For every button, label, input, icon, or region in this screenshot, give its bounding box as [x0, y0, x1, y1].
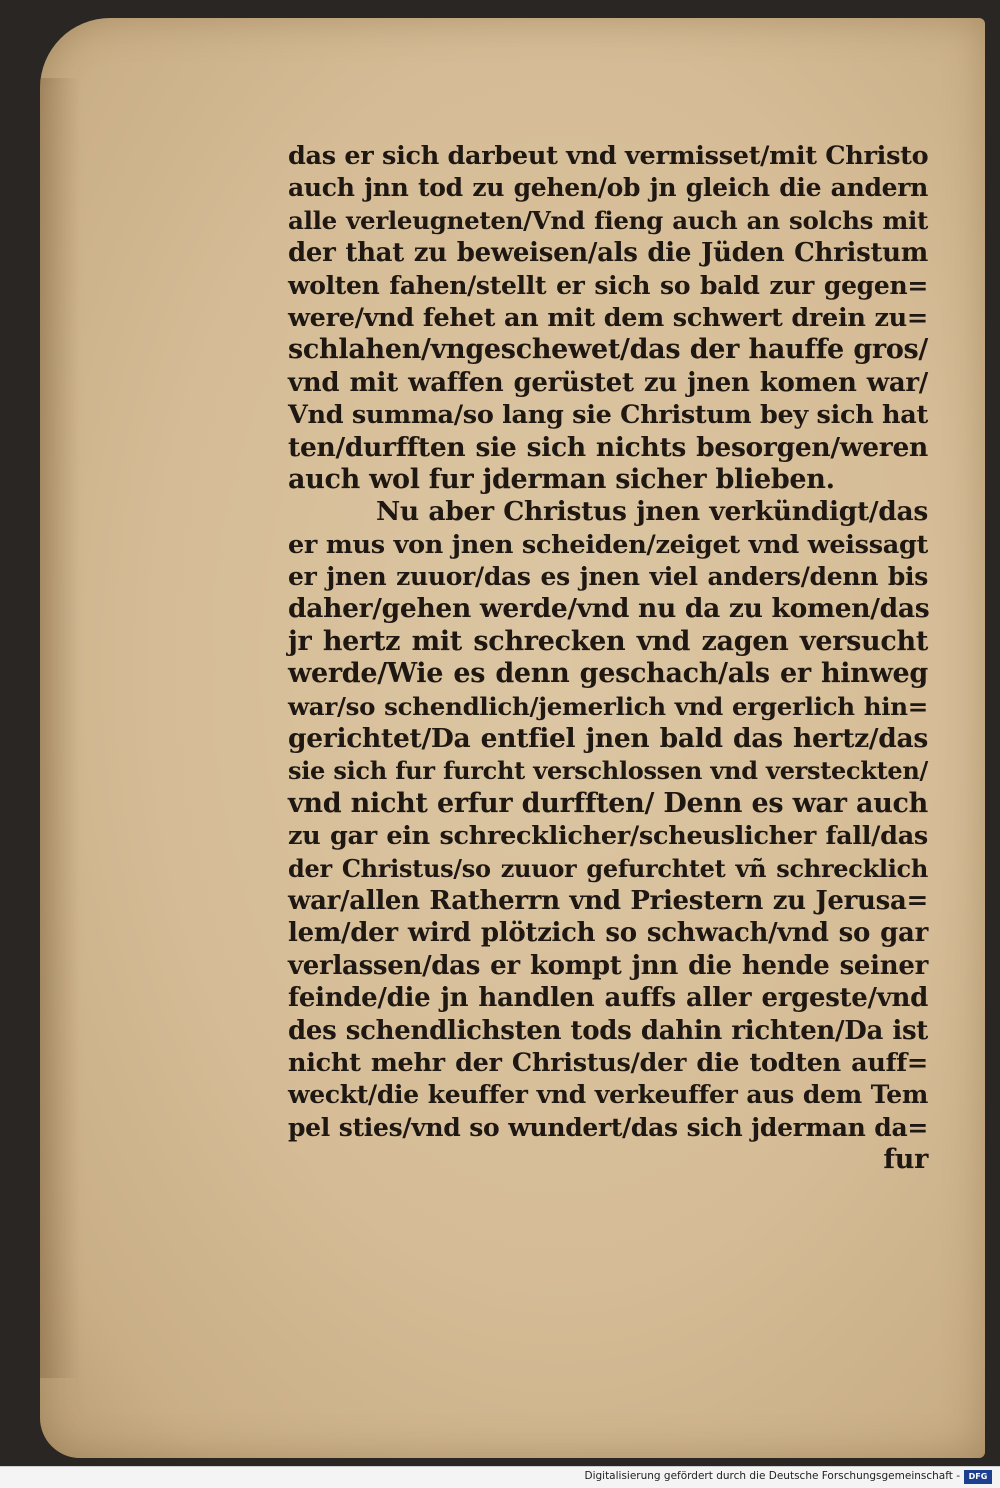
text-line: der Christus/so zuuor gefurchtet vñ schrecklich	[288, 853, 928, 883]
text-line: er jnen zuuor/das es jnen viel anders/denn bis	[288, 562, 928, 592]
text-line: pel sties/vnd so wundert/das sich jderman da=	[288, 1112, 928, 1142]
text-line: vnd nicht erfur durfften/ Denn es war auch	[288, 787, 928, 819]
text-line: wolten fahen/stellt er sich so bald zur gegen=	[288, 270, 928, 300]
paragraph-start-line: Nu aber Christus jnen verkündigt/das	[376, 496, 928, 528]
page-text	[288, 140, 928, 1177]
text-line: Vnd summa/so lang sie Christum bey sich hat	[288, 400, 928, 431]
text-line: des schendlichsten tods dahin richten/Da ist	[288, 1015, 928, 1046]
dfg-logo-icon: DFG	[964, 1470, 992, 1484]
funding-credit: Digitalisierung gefördert durch die Deutsche Forschungsgemeinschaft -	[584, 1470, 960, 1482]
text-line: werde/Wie es denn geschach/als er hinweg	[288, 658, 928, 690]
text-line: feinde/die jn handlen auffs aller ergeste/vnd	[288, 983, 928, 1014]
text-line: verlassen/das er kompt jnn die hende seiner	[288, 950, 928, 981]
text-line: er mus von jnen scheiden/zeiget vnd weissagt	[288, 529, 928, 560]
digitization-footer	[0, 1466, 1000, 1488]
text-line: weckt/die keuffer vnd verkeuffer aus dem Tem	[288, 1080, 928, 1110]
catchword: fur	[883, 1144, 928, 1176]
text-line: das er sich darbeut vnd vermisset/mit Christo	[288, 141, 929, 171]
text-line: zu gar ein schrecklicher/scheuslicher fall/das	[288, 821, 928, 852]
text-line: alle verleugneten/Vnd fieng auch an solchs mit	[288, 205, 928, 235]
text-line: lem/der wird plötzich so schwach/vnd so gar	[288, 918, 928, 949]
text-line: daher/gehen werde/vnd nu da zu komen/das	[288, 593, 930, 625]
text-line: were/vnd fehet an mit dem schwert drein zu=	[288, 302, 928, 333]
text-line: ten/durfften sie sich nichts besorgen/weren	[288, 431, 928, 463]
text-line: nicht mehr der Christus/der die todten auff=	[288, 1047, 928, 1078]
text-line: jr hertz mit schrecken vnd zagen versucht	[288, 625, 928, 657]
text-line: auch wol fur jderman sicher blieben.	[288, 463, 835, 495]
text-line: vnd mit waffen gerüstet zu jnen komen war/	[288, 367, 928, 398]
text-line: war/so schendlich/jemerlich vnd ergerlich hin=	[288, 691, 928, 721]
text-line: gerichtet/Da entfiel jnen bald das hertz/das	[288, 723, 928, 755]
text-line: sie sich fur furcht verschlossen vnd versteckten/	[288, 756, 928, 786]
text-line: war/allen Ratherrn vnd Priestern zu Jerusa=	[288, 885, 928, 916]
text-line: auch jnn tod zu gehen/ob jn gleich die andern	[288, 173, 928, 203]
text-line: schlahen/vngeschewet/das der hauffe gros/	[288, 334, 928, 366]
text-line: der that zu beweisen/als die Jüden Christum	[288, 238, 928, 269]
